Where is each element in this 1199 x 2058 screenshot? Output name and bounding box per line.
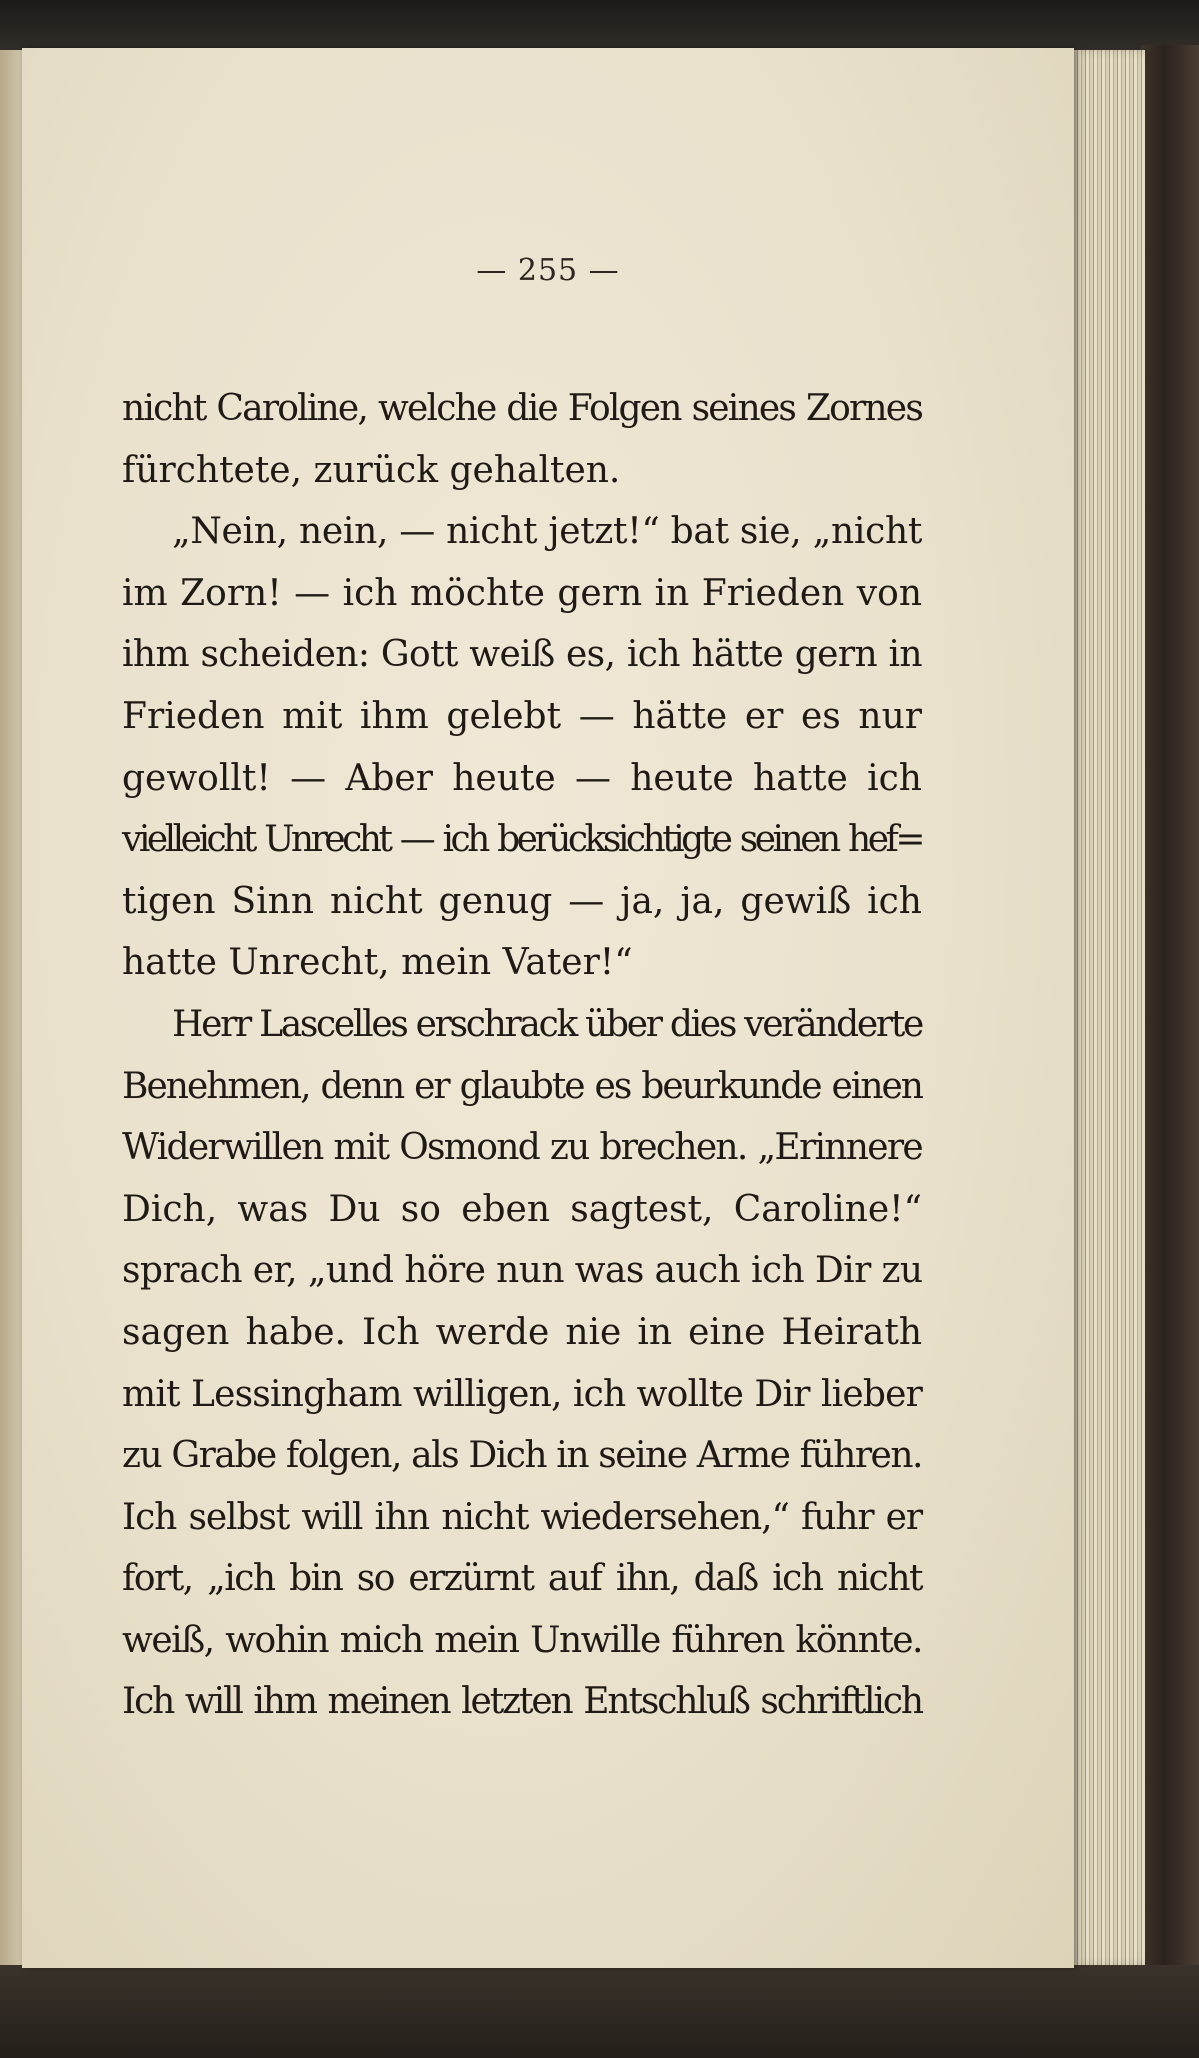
background-bottom [0, 1965, 1199, 2058]
text-line: vielleicht Unrecht — ich berücksichtigte seinen hef= [122, 819, 922, 861]
text-line: Dich, was Du so eben sagtest, Caroline!“ [122, 1188, 922, 1230]
book-cover [1141, 45, 1199, 2005]
text-line: Benehmen, denn er glaubte es beurkunde einen [122, 1065, 922, 1107]
text-line: sprach er, „und höre nun was auch ich Dir zu [122, 1250, 923, 1292]
text-line: Herr Lascelles erschrack über dies veränderte [172, 1003, 922, 1045]
text-line: ihm scheiden: Gott weiß es, ich hätte gern in [122, 634, 922, 676]
text-line: fort, „ich bin so erzürnt auf ihn, daß ich nicht [122, 1558, 922, 1600]
body-text [122, 378, 922, 1733]
text-line: tigen Sinn nicht genug — ja, ja, gewiß ich [122, 880, 922, 922]
text-line: fürchtete, zurück gehalten. [122, 449, 621, 491]
text-line: Widerwillen mit Osmond zu brechen. „Erinnere [122, 1127, 922, 1169]
text-line: zu Grabe folgen, als Dich in seine Arme führen. [122, 1435, 922, 1477]
text-line: mit Lessingham willigen, ich wollte Dir lieber [122, 1373, 922, 1415]
text-line: gewollt! — Aber heute — heute hatte ich [122, 757, 922, 799]
text-line: Ich will ihm meinen letzten Entschluß schriftlich [122, 1681, 922, 1723]
text-line: nicht Caroline, welche die Folgen seines Zornes [122, 388, 922, 429]
book-page [22, 48, 1074, 1968]
text-line: im Zorn! — ich möchte gern in Frieden von [122, 572, 922, 614]
page-edges [1070, 50, 1145, 1965]
text-line: Ich selbst will ihn nicht wiedersehen,“ fuhr er [122, 1496, 922, 1538]
text-line: „Nein, nein, — nicht jetzt!“ bat sie, „nicht [172, 511, 922, 553]
text-line: weiß, wohin mich mein Unwille führen könnte. [122, 1619, 922, 1661]
text-line: hatte Unrecht, mein Vater!“ [122, 942, 633, 984]
text-line: sagen habe. Ich werde nie in eine Heirath [122, 1311, 922, 1353]
page-number: — 255 — [476, 253, 620, 288]
text-line: Frieden mit ihm gelebt — hätte er es nur [122, 695, 922, 737]
